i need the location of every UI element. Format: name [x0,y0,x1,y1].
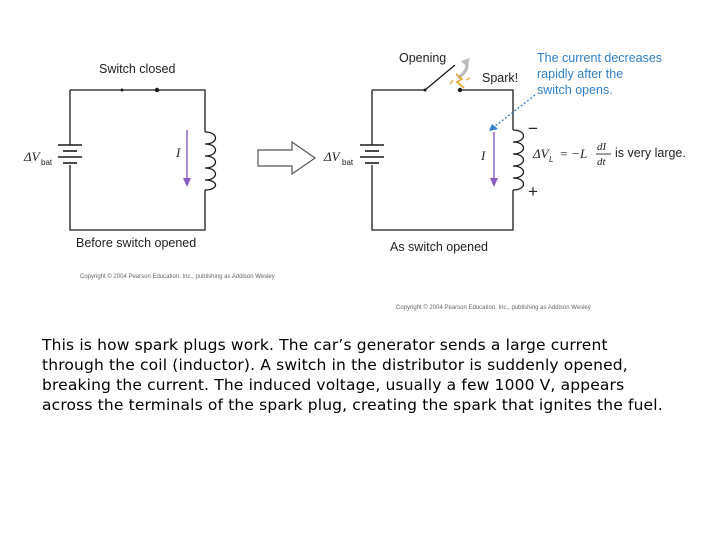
right-copyright: Copyright © 2004 Pearson Education, Inc., publishing as Addison Wesley [396,305,591,311]
equation-dt: dt [597,156,606,168]
caption-line-3: breaking the current. The induced voltage, usually a few 1000 V, appears [42,376,625,394]
right-circuit [323,51,686,311]
left-wire-loop [70,90,205,230]
left-switch-label: Switch closed [99,62,176,76]
coil-plus-sign: + [528,182,538,201]
right-current-arrowhead [490,178,498,187]
left-copyright: Copyright © 2004 Pearson Education, Inc., publishing as Addison Wesley [80,274,275,280]
left-switch-contact [155,88,159,92]
right-inductor-coil [513,130,524,190]
right-switch-blade [425,65,455,90]
right-current-label: I [481,148,486,163]
left-current-arrowhead [183,178,191,187]
equation-lhs-subscript: L [549,155,554,164]
equation-lhs: ΔV [533,146,549,161]
caption-line-4: across the terminals of the spark plug, creating the spark that ignites the fuel. [42,396,663,414]
note-line-3: switch opens. [537,83,613,97]
right-switch-contact [458,88,462,92]
left-battery-label: ΔV [24,149,40,164]
caption-line-2: through the coil (inductor). A switch in the distributor is suddenly opened, [42,356,628,374]
transition-arrow [258,142,315,174]
caption-line-1: This is how spark plugs work. The car’s generator sends a large current [42,336,608,354]
right-battery-subscript: bat [342,158,354,167]
left-current-label: I [176,145,181,160]
inductor-voltage-equation [532,141,686,168]
left-inductor-coil [205,132,216,190]
coil-minus-sign: − [528,119,538,138]
equation-mid: = −L [556,146,588,161]
left-circuit [23,62,275,280]
right-switch-pivot [424,89,427,92]
note-line-2: rapidly after the [537,67,624,81]
explanation-caption [42,335,712,415]
right-caption: As switch opened [390,240,488,254]
right-battery-symbol [360,145,384,163]
right-wire-loop [372,90,513,230]
right-battery-label: ΔV [324,149,340,164]
equation-di: dI [597,141,607,153]
spark-label: Spark! [482,71,519,85]
left-battery-subscript: bat [41,158,53,167]
equation-tail: is very large. [615,146,686,160]
note-line-1: The current decreases [537,51,663,65]
left-caption: Before switch opened [76,236,197,250]
right-switch-label: Opening [399,51,447,65]
left-battery-symbol [58,145,82,163]
left-switch-pivot [121,89,124,92]
